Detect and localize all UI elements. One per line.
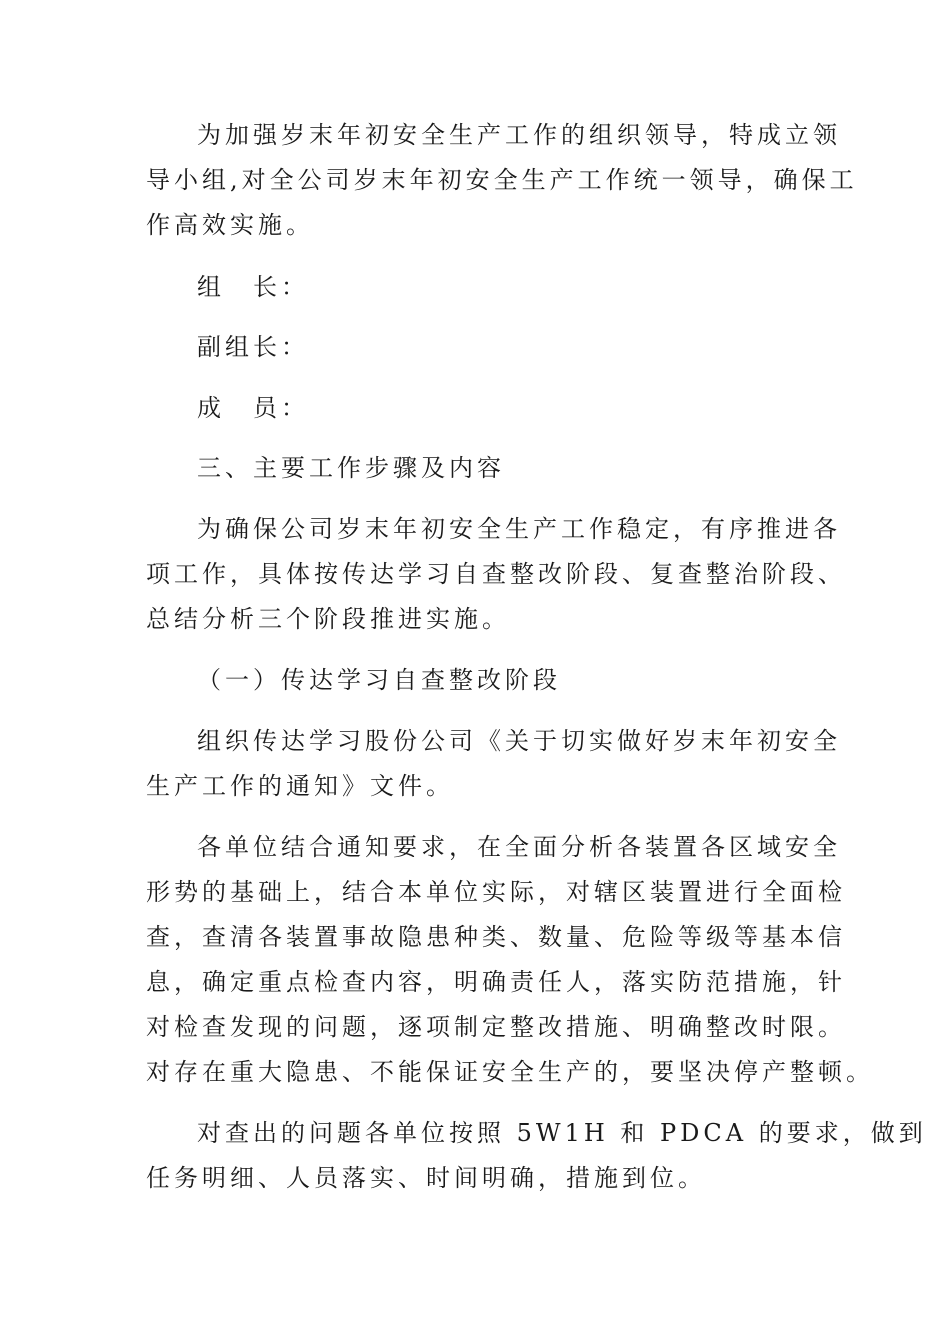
paragraph-line: 查，查清各装置事故隐患种类、数量、危险等级等基本信: [146, 923, 846, 951]
paragraph-line: 组织传达学习股份公司《关于切实做好岁末年初安全: [197, 727, 841, 755]
section-heading: 三、主要工作步骤及内容: [197, 454, 505, 482]
paragraph-line: 为确保公司岁末年初安全生产工作稳定，有序推进各: [197, 515, 841, 543]
paragraph-line: 总结分析三个阶段推进实施。: [146, 605, 510, 633]
paragraph-line: 息，确定重点检查内容，明确责任人，落实防范措施，针: [146, 968, 846, 996]
paragraph-line: 任务明细、人员落实、时间明确，措施到位。: [146, 1164, 706, 1192]
deputy-leader-label: 副组长：: [197, 333, 309, 361]
paragraph-line: 导小组,对全公司岁末年初安全生产工作统一领导，确保工: [146, 166, 858, 194]
paragraph-line: 对查出的问题各单位按照 5W1H 和 PDCA 的要求，做到: [197, 1119, 927, 1147]
paragraph-line: 对存在重大隐患、不能保证安全生产的，要坚决停产整顿。: [146, 1058, 874, 1086]
paragraph-line: 作高效实施。: [146, 211, 314, 239]
paragraph-line: 为加强岁末年初安全生产工作的组织领导，特成立领: [197, 121, 841, 149]
paragraph-line: 对检查发现的问题，逐项制定整改措施、明确整改时限。: [146, 1013, 846, 1041]
leader-label: 组 长：: [197, 273, 309, 301]
paragraph-line: 项工作，具体按传达学习自查整改阶段、复查整治阶段、: [146, 560, 846, 588]
paragraph-line: 生产工作的通知》文件。: [146, 772, 454, 800]
paragraph-line: 各单位结合通知要求，在全面分析各装置各区域安全: [197, 833, 841, 861]
paragraph-line: 形势的基础上，结合本单位实际，对辖区装置进行全面检: [146, 878, 846, 906]
members-label: 成 员：: [197, 394, 309, 422]
subsection-heading: （一）传达学习自查整改阶段: [197, 666, 561, 694]
